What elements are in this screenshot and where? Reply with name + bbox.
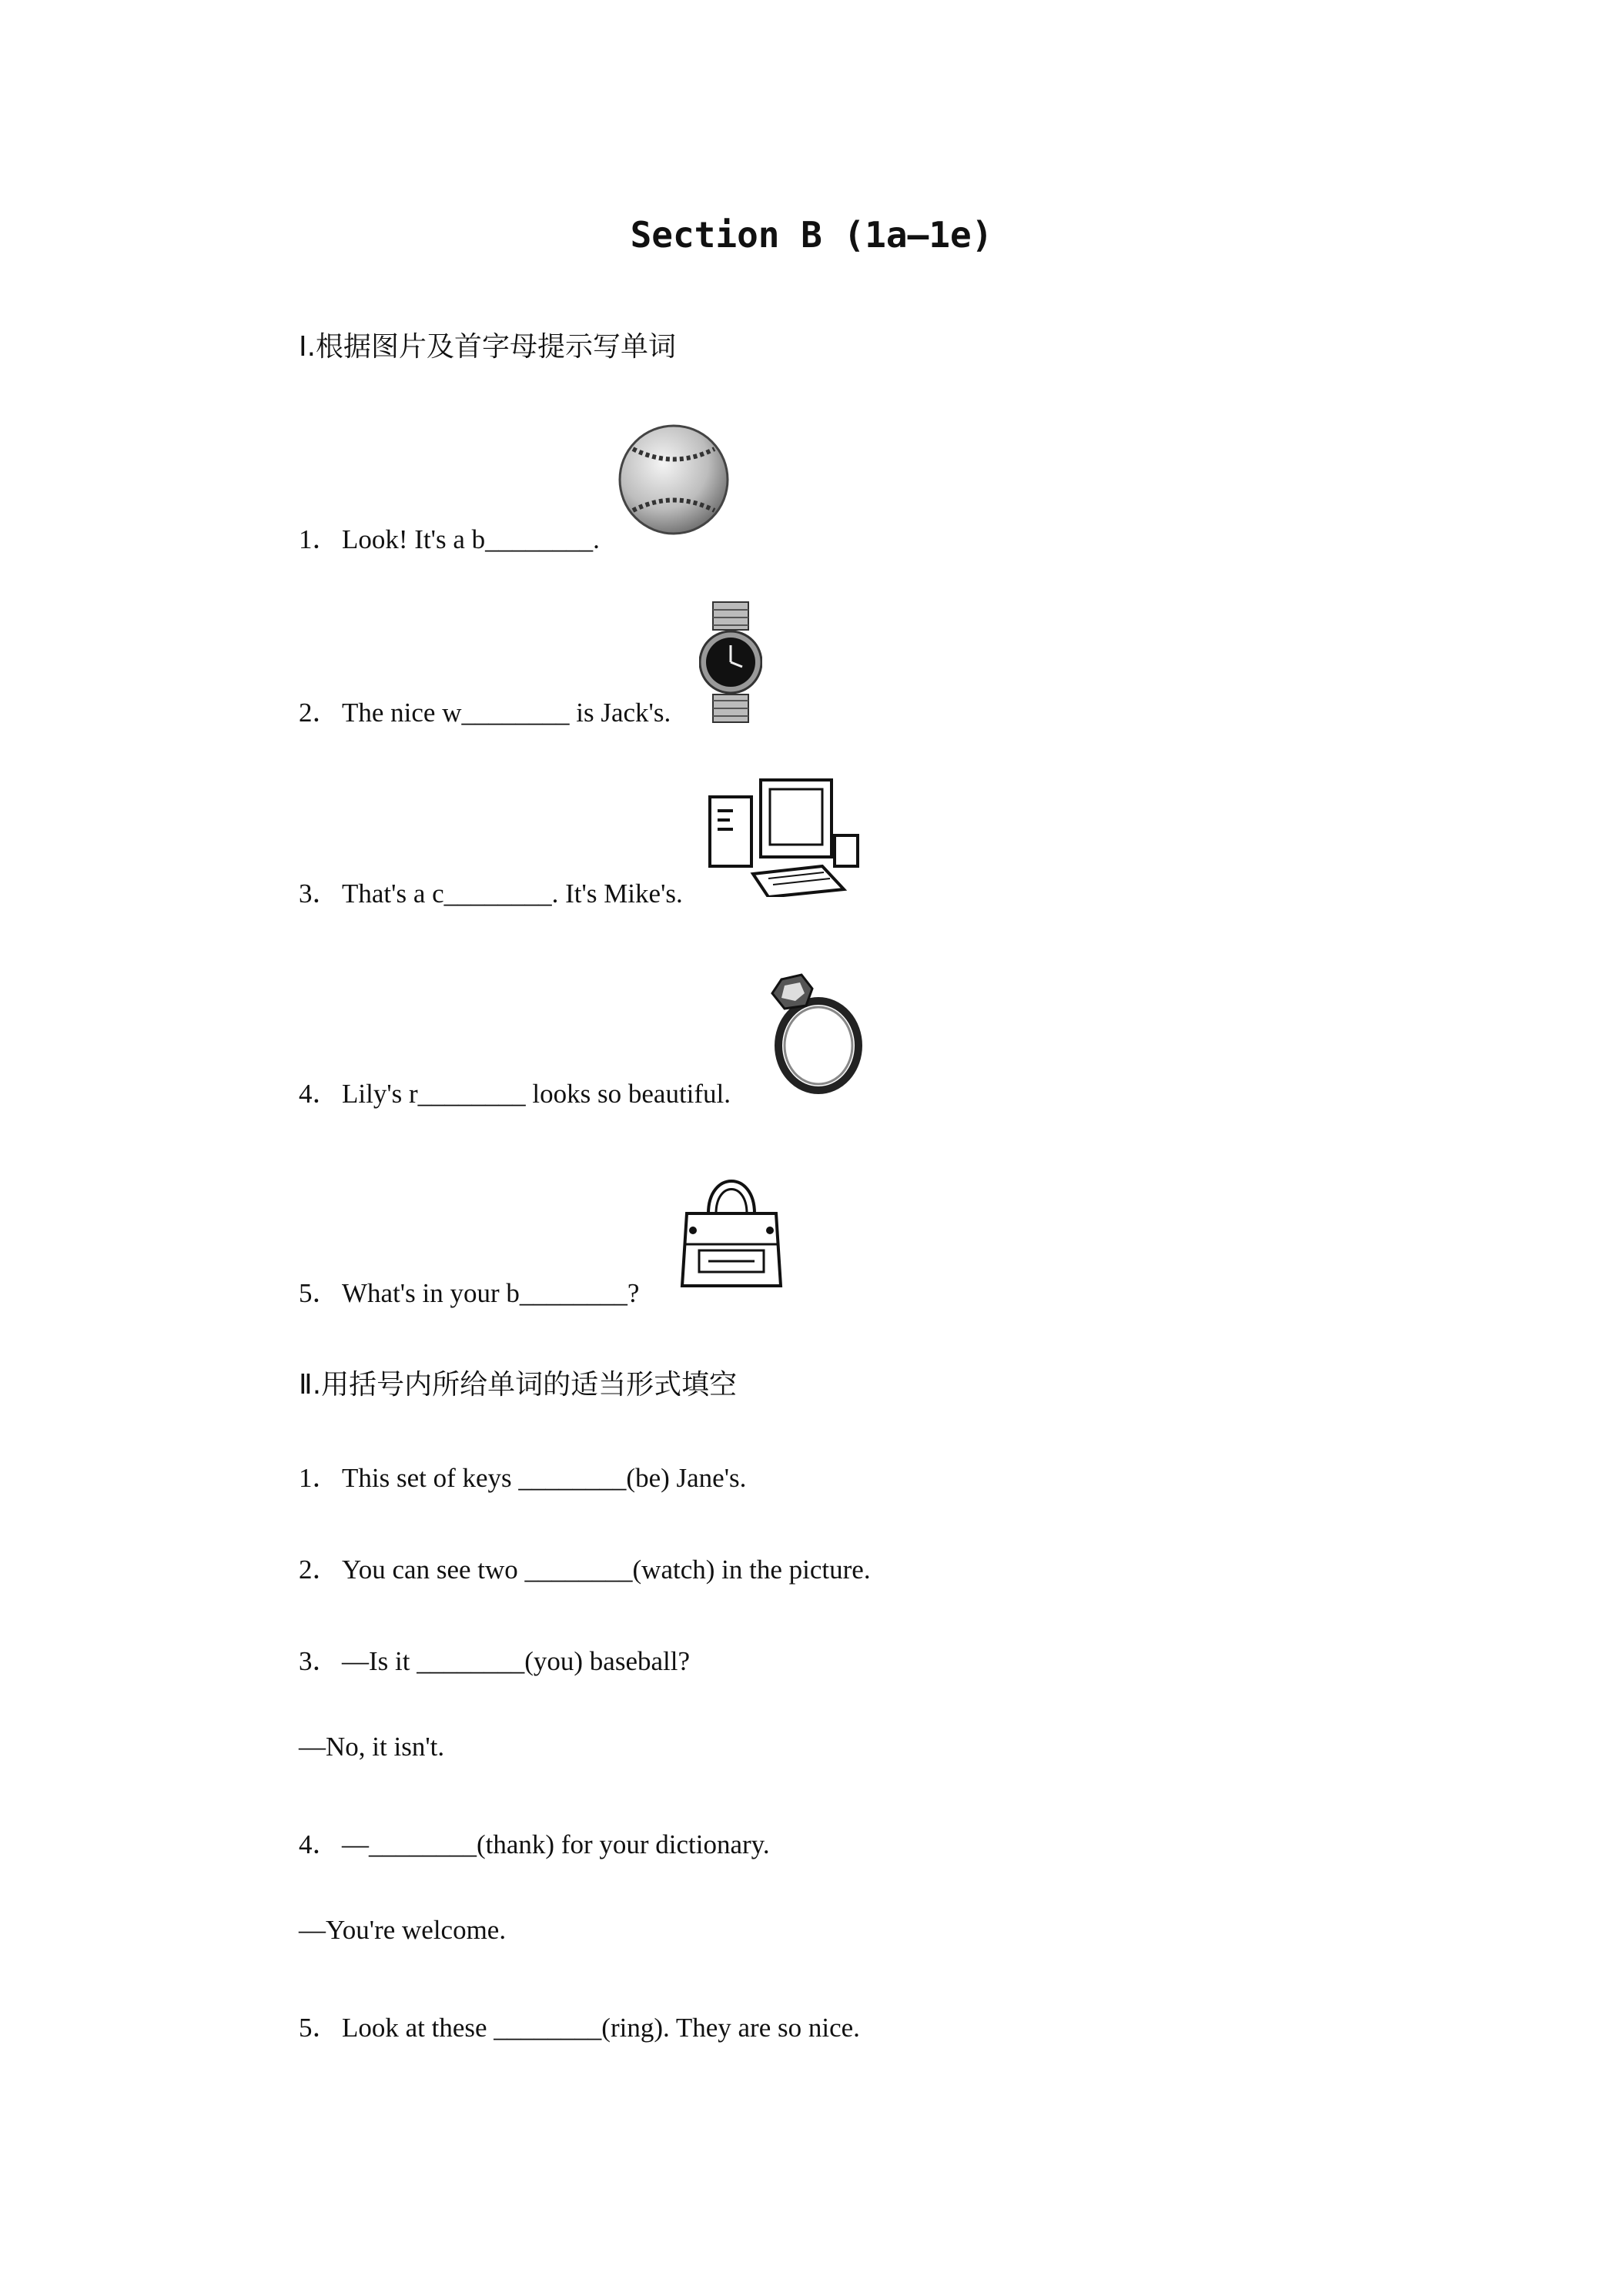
item-text: Look at these ________(ring). They are so nice.	[342, 2013, 860, 2043]
part2-line-3	[299, 1640, 690, 1678]
part1-item-3	[299, 872, 683, 911]
page-title: Section B (1a—1e)	[630, 214, 993, 256]
bag-picture	[678, 1170, 785, 1294]
item-text: —________(thank) for your dictionary.	[342, 1829, 770, 1859]
baseball-picture	[616, 422, 731, 537]
computer-picture	[707, 774, 861, 897]
item-text: The nice w________ is Jack's.	[342, 698, 671, 728]
part2-line-5	[299, 2006, 860, 2045]
item-text: What's in your b________?	[342, 1278, 640, 1308]
item-number: 4．	[299, 1829, 340, 1859]
item-number: 3．	[299, 879, 340, 909]
ring-picture	[758, 972, 866, 1095]
part1-heading: Ⅰ.根据图片及首字母提示写单词	[299, 331, 677, 363]
part1-item-1	[299, 518, 600, 557]
part2-line-3-answer	[299, 1732, 444, 1762]
part1-item-5	[299, 1272, 639, 1310]
item-number: 5．	[299, 1278, 340, 1308]
item-text: —No, it isn't.	[299, 1732, 445, 1762]
part2-line-1	[299, 1457, 746, 1495]
item-number: 1．	[299, 524, 340, 554]
part2-line-4-answer	[299, 1915, 506, 1946]
item-text: This set of keys ________(be) Jane's.	[342, 1463, 747, 1493]
item-number: 4．	[299, 1079, 340, 1109]
item-text: That's a c________. It's Mike's.	[342, 879, 683, 909]
item-number: 1．	[299, 1463, 340, 1493]
item-number: 5．	[299, 2013, 340, 2043]
part2-heading: Ⅱ.用括号内所给单词的适当形式填空	[299, 1369, 738, 1401]
item-number: 2．	[299, 698, 340, 728]
item-number: 3．	[299, 1646, 340, 1676]
item-text: Lily's r________ looks so beautiful.	[342, 1079, 731, 1109]
item-text: —You're welcome.	[299, 1915, 507, 1945]
item-text: —Is it ________(you) baseball?	[342, 1646, 690, 1676]
part1-item-2	[299, 691, 671, 730]
part1-item-4	[299, 1073, 731, 1111]
watch-picture	[699, 601, 762, 724]
item-number: 2．	[299, 1555, 340, 1585]
part2-line-2	[299, 1548, 871, 1587]
item-text: You can see two ________(watch) in the picture.	[342, 1555, 871, 1585]
item-text: Look! It's a b________.	[342, 524, 600, 554]
part2-line-4	[299, 1823, 770, 1862]
